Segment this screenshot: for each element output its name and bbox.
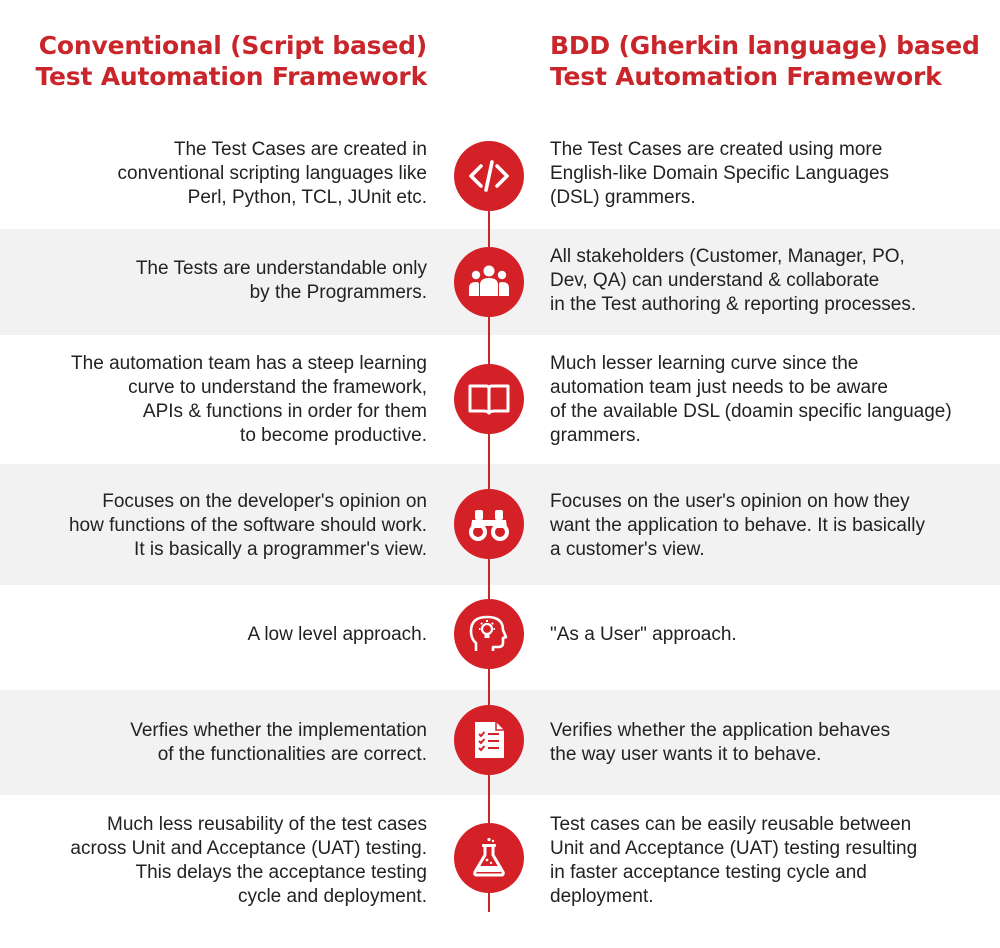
row-4-conventional-text (69, 490, 427, 562)
text-line: how functions of the software should work. (68, 515, 427, 536)
head-lightbulb-icon (454, 599, 524, 669)
text-line: A low level approach. (247, 624, 427, 645)
text-line: grammers. (550, 425, 641, 446)
row-3-bdd-text (550, 352, 952, 448)
text-line: Unit and Acceptance (UAT) testing resulting (550, 838, 918, 859)
text-line: Test cases can be easily reusable between (550, 814, 912, 835)
text-line: The Tests are understandable only (135, 258, 427, 279)
text-line: to become productive. (240, 425, 427, 446)
row-1-conventional-text (118, 138, 427, 210)
text-line: It is basically a programmer's view. (134, 539, 427, 560)
code-icon (454, 141, 524, 211)
text-line: All stakeholders (Customer, Manager, PO, (550, 246, 905, 267)
row-5-conventional-text (247, 623, 427, 647)
text-line: Dev, QA) can understand & collaborate (550, 270, 880, 291)
flask-icon (454, 823, 524, 893)
binoculars-icon (454, 489, 524, 559)
heading-line: Conventional (Script based) (38, 31, 427, 60)
people-icon (454, 247, 524, 317)
text-line: automation team just needs to be aware (550, 377, 888, 398)
text-line: This delays the acceptance testing (135, 862, 427, 883)
row-1-bdd-text (550, 138, 889, 210)
row-2-bdd-text (550, 245, 916, 317)
text-line: English-like Domain Specific Languages (550, 163, 890, 184)
text-line: APIs & functions in order for them (142, 401, 427, 422)
text-line: want the application to behave. It is basically (550, 515, 925, 536)
text-line: Perl, Python, TCL, JUnit etc. (187, 187, 427, 208)
row-7-conventional-text (70, 813, 427, 909)
text-line: Verifies whether the application behaves (550, 720, 891, 741)
heading-line: Test Automation Framework (550, 62, 942, 91)
row-6-conventional-text (130, 719, 427, 767)
heading-line: Test Automation Framework (35, 62, 427, 91)
heading-line: BDD (Gherkin language) based (550, 31, 980, 60)
book-icon (454, 364, 524, 434)
text-line: by the Programmers. (249, 282, 427, 303)
text-line: in the Test authoring & reporting processes. (550, 294, 917, 315)
text-line: the way user wants it to behave. (550, 744, 822, 765)
row-7-bdd-text (550, 813, 917, 909)
text-line: (DSL) grammers. (550, 187, 696, 208)
text-line: Much lesser learning curve since the (550, 353, 859, 374)
text-line: a customer's view. (550, 539, 705, 560)
text-line: Much less reusability of the test cases (107, 814, 427, 835)
text-line: in faster acceptance testing cycle and (550, 862, 867, 883)
text-line: The Test Cases are created in (173, 139, 427, 160)
text-line: Verfies whether the implementation (130, 720, 427, 741)
row-3-conventional-text (71, 352, 427, 448)
text-line: across Unit and Acceptance (UAT) testing. (70, 838, 427, 859)
row-6-bdd-text (550, 719, 890, 767)
row-2-conventional-text (136, 257, 427, 305)
text-line: of the functionalities are correct. (157, 744, 427, 765)
text-line: The Test Cases are created using more (550, 139, 883, 160)
row-5-bdd-text (550, 623, 737, 647)
text-line: The automation team has a steep learning (71, 353, 427, 374)
text-line: conventional scripting languages like (117, 163, 427, 184)
text-line: Focuses on the developer's opinion on (102, 491, 427, 512)
row-4-bdd-text (550, 490, 925, 562)
bdd-framework-heading (550, 30, 980, 92)
conventional-framework-heading (35, 30, 427, 92)
text-line: cycle and deployment. (237, 886, 427, 907)
text-line: of the available DSL (doamin specific language) (550, 401, 952, 422)
text-line: Focuses on the user's opinion on how they (550, 491, 910, 512)
text-line: deployment. (550, 886, 654, 907)
checklist-icon (454, 705, 524, 775)
text-line: curve to understand the framework, (128, 377, 427, 398)
text-line: "As a User" approach. (550, 624, 737, 645)
